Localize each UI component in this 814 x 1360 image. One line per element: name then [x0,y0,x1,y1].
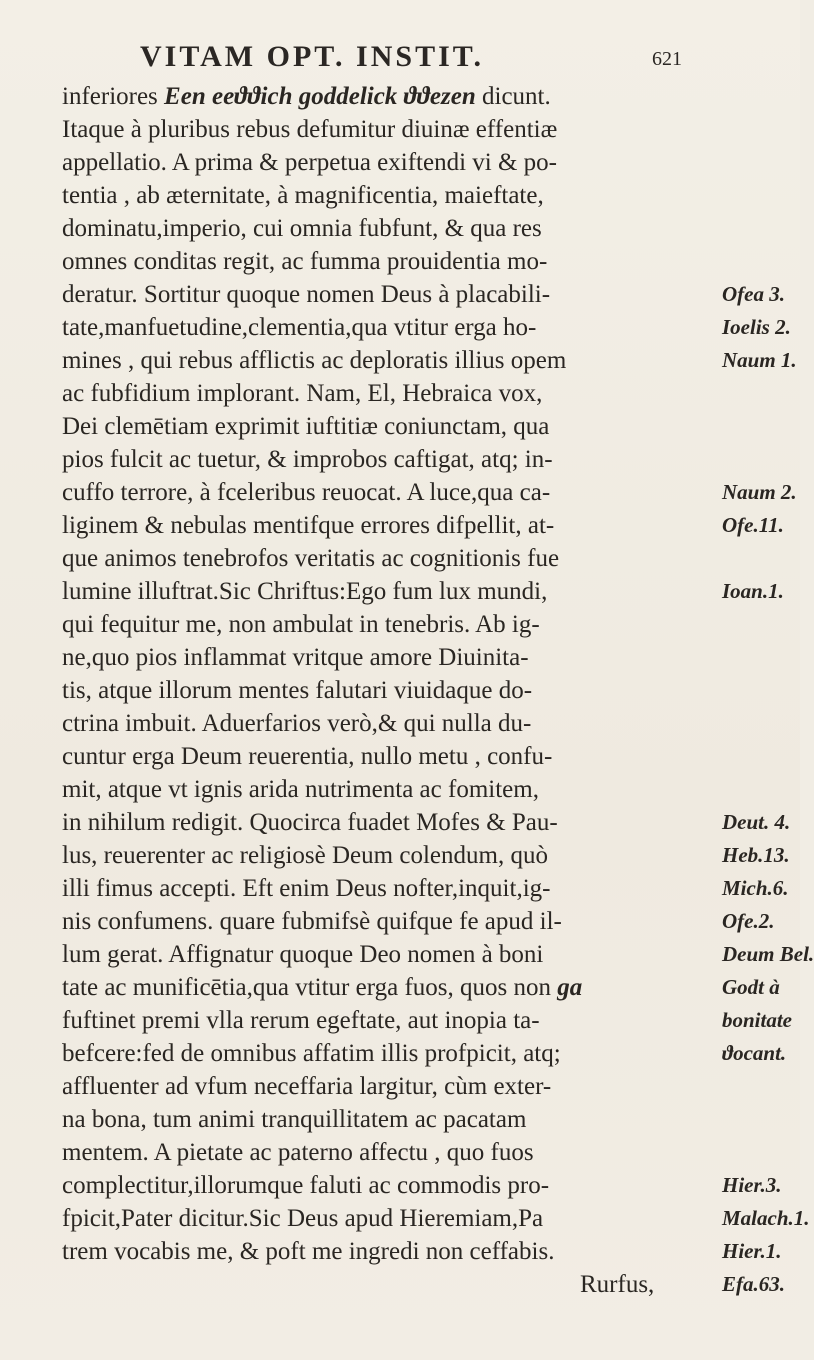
line-text-roman: trem vocabis me, & poft me ingredi non ceffabis. [62,1238,555,1265]
line-text-roman: tate ac munificētia,qua vtitur erga fuos, quos non [62,974,558,1001]
line-text-roman: illi fimus accepti. Eft enim Deus nofter,inquit,ig- [62,875,551,902]
line-text-roman: lum gerat. Affignatur quoque Deo nomen à boni [62,941,544,968]
line-text-roman: in nihilum redigit. Quocirca fuadet Mofes & Pau- [62,809,558,836]
text-line [62,971,802,1004]
line-text-roman: pios fulcit ac tuetur, & improbos caftigat, atq; in- [62,446,553,473]
line-text [62,410,722,443]
line-text-roman: Dei clemētiam exprimit iuftitiæ coniunctam, qua [62,413,550,440]
margin-note: ϑocant. [722,1041,787,1065]
text-line [62,839,802,872]
line-text-roman: que animos tenebrofos veritatis ac cognitionis fue [62,545,560,572]
margin-note: Deum Bel. [722,942,814,966]
margin-note: Ofea 3. [722,282,785,306]
line-text-roman: fuftinet premi vlla rerum egeftate, aut inopia ta- [62,1007,540,1034]
text-line [62,575,802,608]
line-text-roman: appellatio. A prima & perpetua exiftendi vi & po- [62,149,558,176]
text-line [62,1169,802,1202]
line-text [62,542,722,575]
line-text [62,1037,722,1070]
margin-note: Ofe.11. [722,513,784,537]
text-line [62,773,802,806]
line-text [62,377,722,410]
text-line [62,146,802,179]
catchword-line [62,1268,802,1301]
margin-note: Deut. 4. [722,810,791,834]
line-text-roman: ac fubfidium implorant. Nam, El, Hebraica vox, [62,380,543,407]
line-text-roman: ne,quo pios inflammat vritque amore Diuinita- [62,644,529,671]
line-text-roman: cuffo terrore, à fceleribus reuocat. A luce,qua ca- [62,479,551,506]
line-text [62,146,722,179]
line-text-roman: deratur. Sortitur quoque nomen Deus à placabili- [62,281,551,308]
text-line [62,476,802,509]
line-text [62,311,722,344]
line-text-roman: inferiores [62,83,165,110]
text-line [62,1004,802,1037]
text-line [62,905,802,938]
margin-note: Godt à [722,975,780,999]
page-header [0,40,800,80]
line-text-roman: ctrina imbuit. Aduerfarios verò,& qui nulla du- [62,710,532,737]
line-text-roman: tate,manfuetudine,clementia,qua vtitur erga ho- [62,314,537,341]
line-text [62,476,722,509]
text-line [62,311,802,344]
page-number: 621 [652,48,682,70]
text-line [62,344,802,377]
text-line [62,740,802,773]
line-text-roman: befcere:fed de omnibus affatim illis profpicit, atq; [62,1040,561,1067]
text-line [62,608,802,641]
text-line [62,938,814,971]
line-text [62,1202,722,1235]
margin-note: Ioan.1. [722,579,784,603]
text-line [62,80,802,113]
line-text [62,179,722,212]
line-text-roman: mentem. A pietate ac paterno affectu , quo fuos [62,1139,534,1166]
line-text [62,1235,722,1268]
text-line [62,1202,810,1235]
line-text [62,608,722,641]
line-text [62,674,722,707]
text-line [62,509,802,542]
line-text [62,212,722,245]
line-text [62,113,722,146]
line-text-roman: tis, atque illorum mentes falutari viuidaque do- [62,677,533,704]
line-text-roman: cuntur erga Deum reuerentia, nullo metu , confu- [62,743,553,770]
margin-note: Hier.3. [722,1173,782,1197]
line-text-italic: Een eeϑϑich goddelick ϑϑezen [164,83,476,110]
line-text-roman: mit, atque vt ignis arida nutrimenta ac fomitem, [62,776,539,803]
line-text [62,1136,722,1169]
line-text-roman: lumine illuftrat.Sic Chriftus:Ego fum lux mundi, [62,578,548,605]
line-text-roman: liginem & nebulas mentifque errores difpellit, at- [62,512,555,539]
line-text [62,872,722,905]
text-line [62,872,802,905]
text-line [62,410,802,443]
line-text [62,905,722,938]
line-text-italic: ga [557,974,583,1001]
catchword: Rurfus, [580,1271,655,1298]
line-text [62,839,722,872]
text-line [62,1235,802,1268]
line-text [62,1169,722,1202]
text-body [62,80,814,1301]
text-line [62,113,802,146]
text-line [62,245,802,278]
line-text [62,938,722,971]
text-line [62,377,802,410]
margin-note: Hier.1. [722,1239,782,1263]
line-text [62,1070,722,1103]
text-line [62,1103,802,1136]
line-text-roman: lus, reuerenter ac religiosè Deum colendum, quò [62,842,548,869]
line-text-roman: omnes conditas regit, ac fumma prouidentia mo- [62,248,548,275]
text-line [62,278,802,311]
line-text [62,509,722,542]
text-line [62,212,802,245]
margin-note: Malach.1. [722,1206,810,1230]
line-text-roman: affluenter ad vfum neceffaria largitur, cùm exter- [62,1073,552,1100]
line-text-roman: tentia , ab æternitate, à magnificentia, maieftate, [62,182,544,209]
text-line [62,707,802,740]
line-text [62,80,722,113]
margin-note: Efa.63. [722,1272,785,1296]
line-text-roman: qui fequitur me, non ambulat in tenebris. Ab ig- [62,611,540,638]
margin-note: Ofe.2. [722,909,775,933]
margin-note: Ioelis 2. [722,315,791,339]
running-head: VITAM OPT. INSTIT. [140,40,485,73]
line-text [62,278,722,311]
text-line [62,443,802,476]
text-line [62,1136,802,1169]
text-line [62,806,802,839]
text-line [62,674,802,707]
line-text-roman: Itaque à pluribus rebus defumitur diuinæ effentiæ [62,116,558,143]
text-line [62,179,802,212]
margin-note: Heb.13. [722,843,790,867]
margin-note: Naum 2. [722,480,797,504]
margin-note: bonitate [722,1008,793,1032]
line-text [62,641,722,674]
line-text [62,344,722,377]
line-text [62,971,722,1004]
line-text [62,806,722,839]
text-line [62,1070,802,1103]
line-text-roman: na bona, tum animi tranquillitatem ac pacatam [62,1106,527,1133]
line-text-roman: nis confumens. quare fubmifsè quifque fe apud il- [62,908,562,935]
line-text-roman-tail: dicunt. [475,83,551,110]
text-line [62,641,802,674]
line-text [62,1004,722,1037]
line-text [62,707,722,740]
line-text [62,443,722,476]
line-text-roman: dominatu,imperio, cui omnia fubfunt, & qua res [62,215,542,242]
margin-note: Naum 1. [722,348,797,372]
line-text [62,1103,722,1136]
line-text [62,740,722,773]
text-line [62,1037,802,1070]
line-text-roman: complectitur,illorumque faluti ac commodis pro- [62,1172,550,1199]
line-text-roman: fpicit,Pater dicitur.Sic Deus apud Hieremiam,Pa [62,1205,544,1232]
margin-note: Mich.6. [722,876,789,900]
line-text [62,773,722,806]
line-text [62,575,722,608]
line-text [62,245,722,278]
line-text-roman: mines , qui rebus afflictis ac deploratis illius opem [62,347,567,374]
text-line [62,542,802,575]
